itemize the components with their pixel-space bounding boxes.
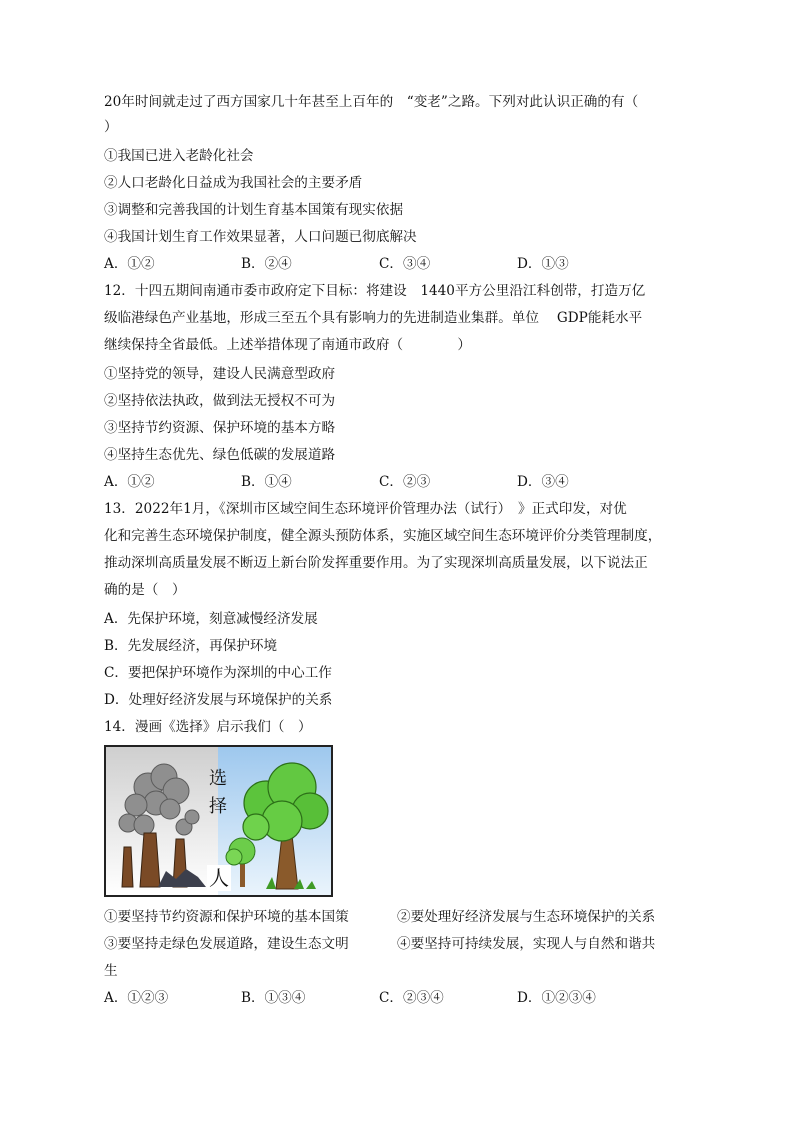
q12-item-2: ②坚持依法执政，做到法无授权不可为 [104,393,336,409]
q12-item-1: ①坚持党的领导，建设人民满意型政府 [104,366,336,382]
q11-item-2: ②人口老龄化日益成为我国社会的主要矛盾 [104,175,363,191]
comic-caption [209,765,227,821]
q12-stem-line1: 12．十四五期间南通市委市政府定下目标：将建设 1440平方公里沿江科创带，打造万亿 [104,283,646,299]
q14-item-2: ②要处理好经济发展与生态环境保护的关系 [397,909,656,925]
q11-item-4: ④我国计划生育工作效果显著，人口问题已彻底解决 [104,229,417,245]
q14-stem: 14．漫画《选择》启示我们（ ） [104,719,312,735]
q11-option-c[interactable]: C．③④ [379,256,431,272]
q13-stem-line3: 推动深圳高质量发展不断迈上新台阶发挥重要作用。为了实现深圳高质量发展，以下说法正 [104,555,648,571]
q14-item-3: ③要坚持走绿色发展道路，建设生态文明 [104,936,349,952]
q11-stem-line1: 20年时间就走过了西方国家几十年甚至上百年的 “变老”之路。下列对此认识正确的有（ [104,94,639,110]
q14-item-1: ①要坚持节约资源和保护环境的基本国策 [104,909,349,925]
q13-stem-line2: 化和完善生态环境保护制度，健全源头预防体系，实施区域空间生态环境评价分类管理制度， [104,528,662,544]
q13-option-b[interactable]: B．先发展经济，再保护环境 [104,638,278,654]
q14-item-4-cont: 生 [104,963,118,979]
q14-option-b[interactable]: B．①③④ [241,990,306,1006]
q11-item-1: ①我国已进入老龄化社会 [104,148,254,164]
q13-stem-line4: 确的是（ ） [104,582,186,598]
q14-option-d[interactable]: D．①②③④ [517,990,596,1006]
comic-char-2: 择 [209,796,227,817]
q12-option-b[interactable]: B．①④ [241,474,292,490]
choice-comic [104,745,333,897]
q11-stem-line2: ） [104,119,118,135]
comic-char-3: 人 [209,866,229,890]
q11-item-3: ③调整和完善我国的计划生育基本国策有现实依据 [104,202,404,218]
q14-option-a[interactable]: A．①②③ [104,990,169,1006]
q11-option-a[interactable]: A．①② [104,256,155,272]
q13-option-d[interactable]: D．处理好经济发展与环境保护的关系 [104,692,333,708]
q12-stem-line2: 级临港绿色产业基地，形成三至五个具有影响力的先进制造业集群。单位 GDP能耗水平 [104,310,643,326]
q12-option-a[interactable]: A．①② [104,474,155,490]
q14-item-4: ④要坚持可持续发展，实现人与自然和谐共 [397,936,656,952]
q12-option-d[interactable]: D．③④ [517,474,569,490]
q12-option-c[interactable]: C．②③ [379,474,431,490]
q14-option-c[interactable]: C．②③④ [379,990,444,1006]
q11-option-d[interactable]: D．①③ [517,256,569,272]
q12-item-4: ④坚持生态优先、绿色低碳的发展道路 [104,447,336,463]
comic-char-1: 选 [209,768,227,789]
q13-stem-line1: 13．2022年1月，《深圳市区域空间生态环境评价管理办法（试行） 》正式印发，对优 [104,501,627,517]
q11-option-b[interactable]: B．②④ [241,256,292,272]
q12-stem-line3: 继续保持全省最低。上述举措体现了南通市政府（ ） [104,337,472,353]
q13-option-c[interactable]: C．要把保护环境作为深圳的中心工作 [104,665,332,681]
q12-item-3: ③坚持节约资源、保护环境的基本方略 [104,420,336,436]
q13-option-a[interactable]: A．先保护环境，刻意减慢经济发展 [104,611,318,627]
